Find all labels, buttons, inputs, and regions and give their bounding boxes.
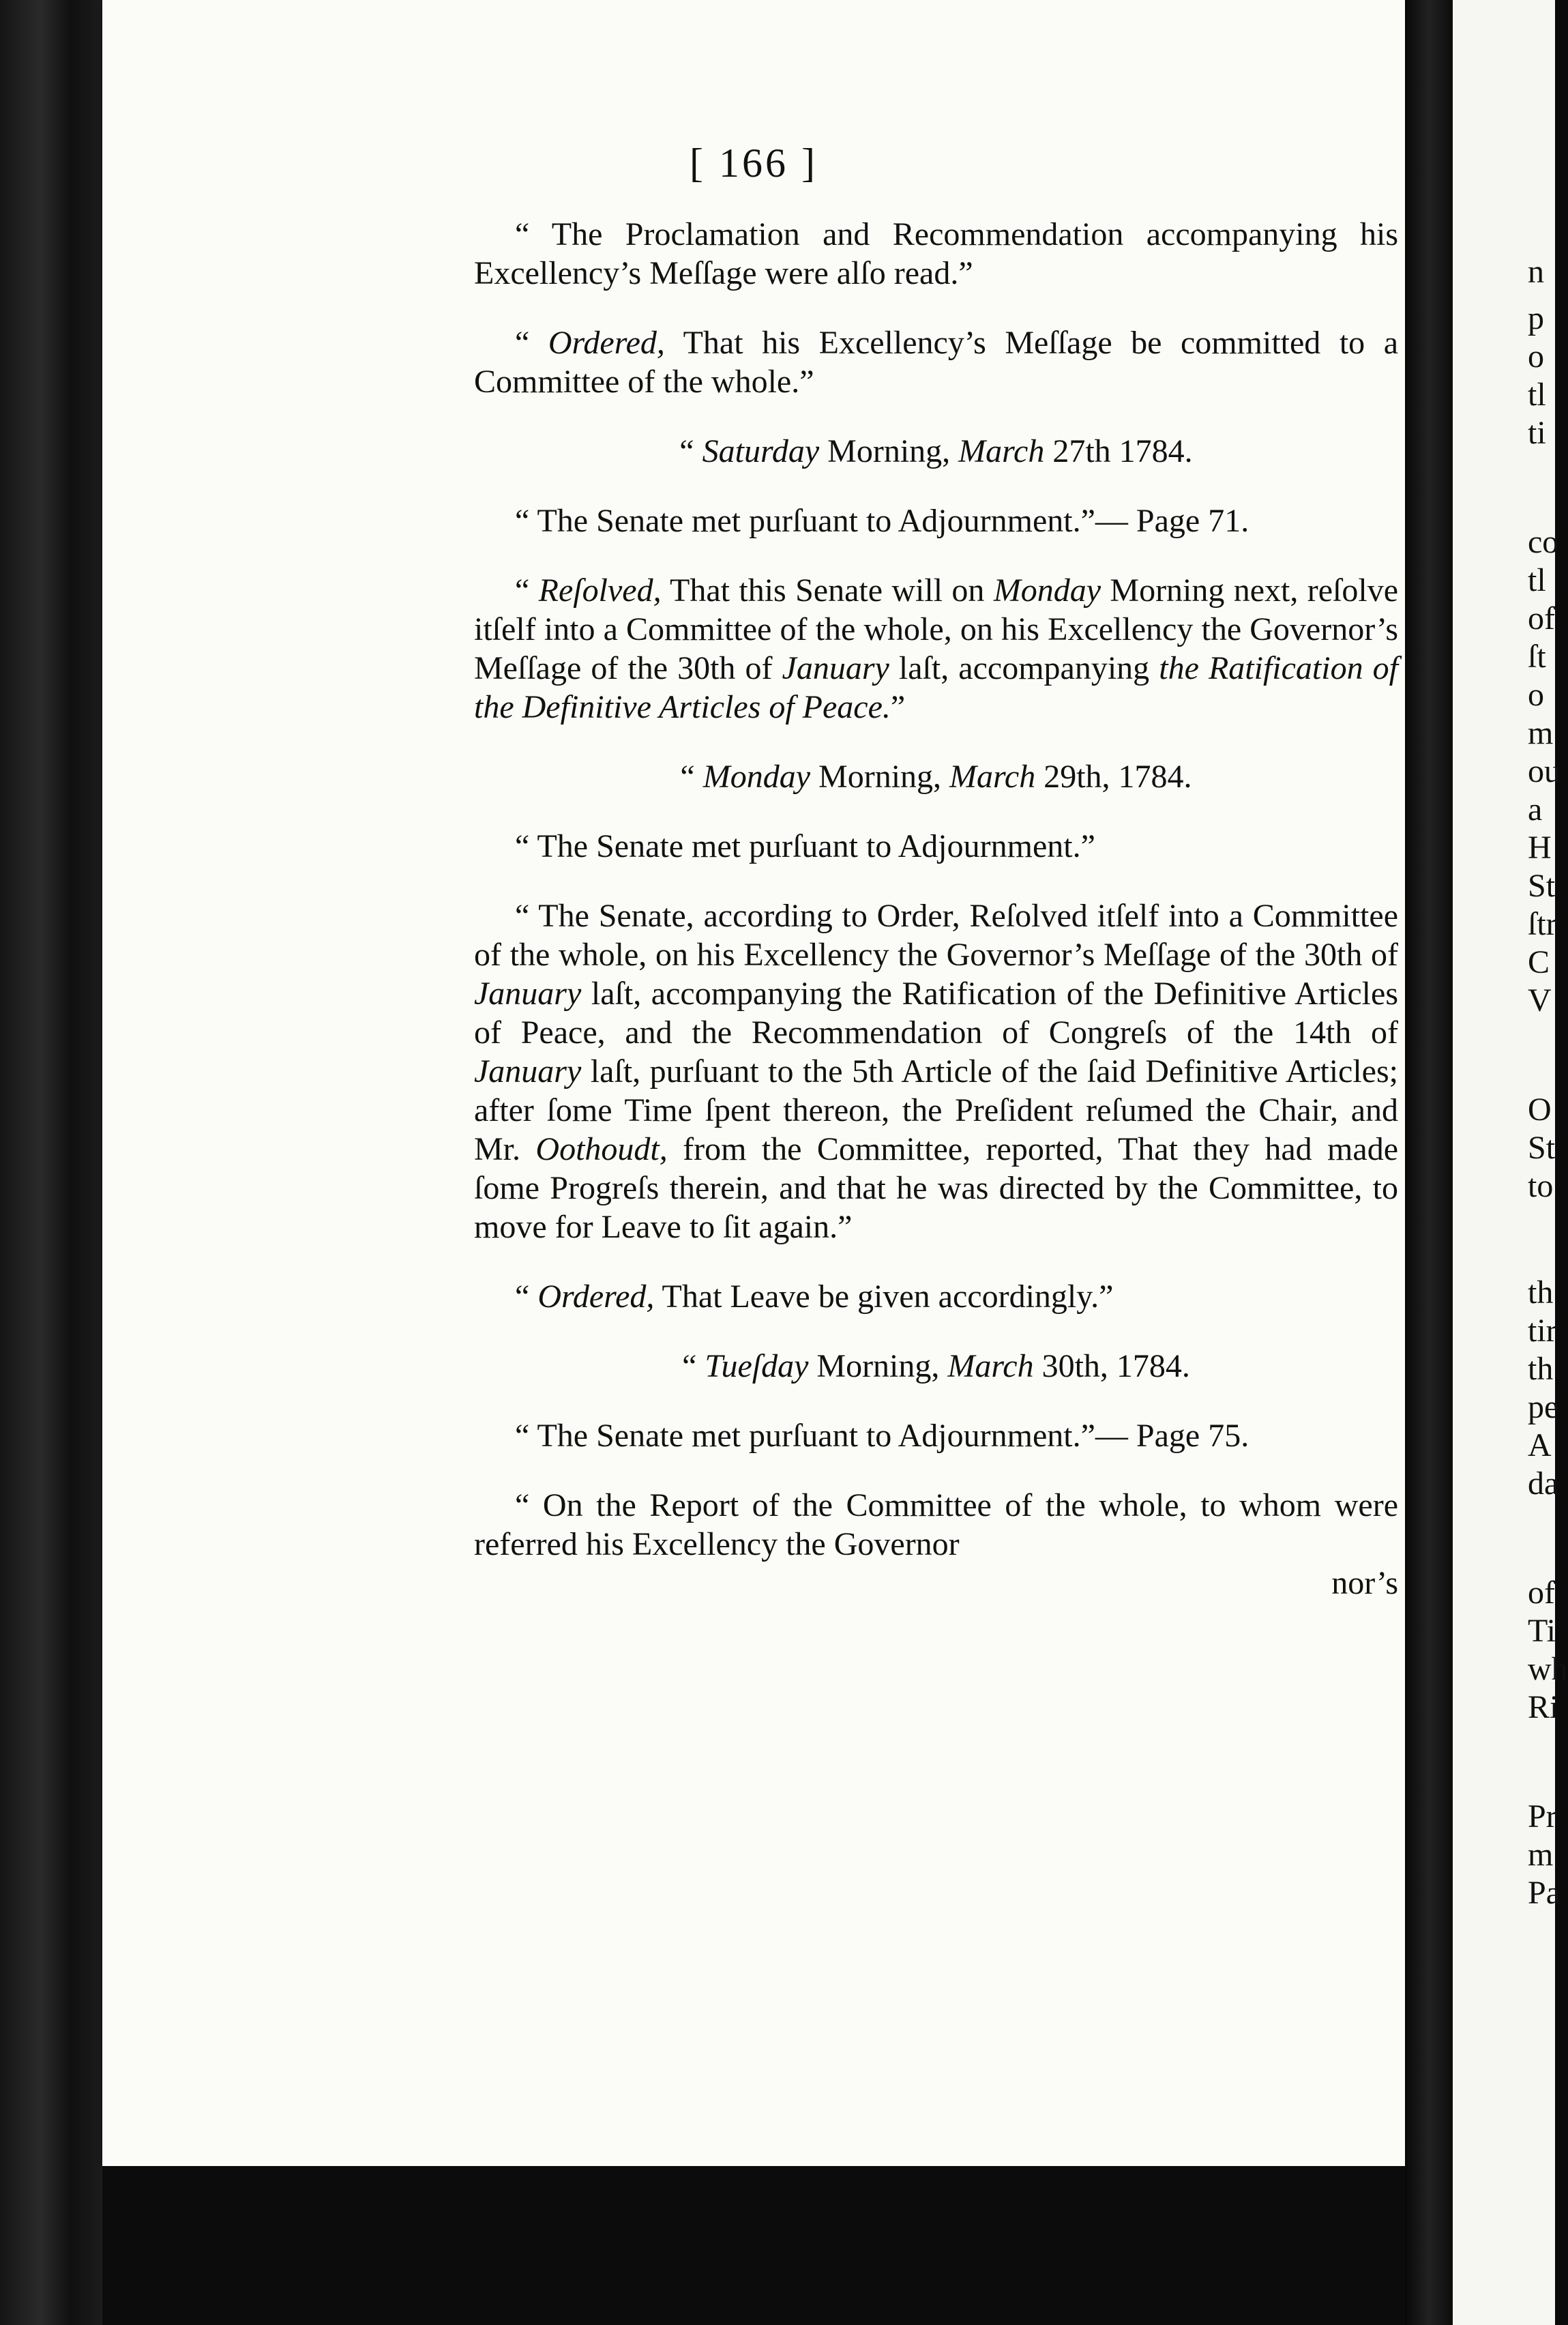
dateline: [474, 1347, 1398, 1386]
paragraph: [474, 215, 1398, 293]
facing-text-fragment: o: [1528, 677, 1544, 713]
italic-run: the Ratification of the Definitive Articles of Peace.: [474, 650, 1398, 725]
text-run: laſt, accompanying: [889, 650, 1159, 686]
paragraph: [474, 571, 1398, 727]
catchword: nor’s: [1331, 1565, 1398, 1601]
facing-text-fragment: tl: [1528, 562, 1546, 598]
page-gutter: [1405, 0, 1453, 2325]
facing-text-fragment: m: [1528, 1837, 1554, 1873]
facing-text-fragment: V: [1528, 982, 1552, 1019]
italic-run: Tueſday: [705, 1348, 809, 1384]
italic-run: March: [949, 759, 1036, 795]
facing-text-fragment: O: [1528, 1092, 1552, 1128]
italic-run: March: [958, 433, 1045, 469]
text-run: “ The Senate met purſuant to Adjournment.”— Page 75.: [515, 1418, 1249, 1454]
text-run: 29th, 1784.: [1035, 759, 1192, 795]
paragraph: [474, 501, 1398, 540]
facing-text-fragment: A: [1528, 1427, 1552, 1463]
facing-text-fragment: ou: [1528, 753, 1560, 789]
facing-text-fragment: a: [1528, 791, 1543, 828]
text-run: from the Committee, reported, That they had made ſome Progreſs therein, and that he was directed by the Committee, to move for Leave to ſit again.”: [474, 1131, 1398, 1245]
italic-run: January: [782, 650, 889, 686]
paragraph: [474, 827, 1398, 866]
facing-text-fragment: C: [1528, 944, 1550, 980]
italic-run: Ordered,: [548, 325, 665, 361]
text-run: ”: [890, 689, 906, 725]
body-text: [474, 215, 1398, 1603]
facing-text-fragment: ſtr: [1528, 906, 1557, 942]
text-run: “ The Senate met purſuant to Adjournment.”— Page 71.: [515, 503, 1249, 539]
text-run: That this Senate will on: [661, 572, 994, 609]
facing-text-fragment: m: [1528, 715, 1554, 751]
text-run: laſt, purſuant to the 5th Article of the ſaid Definitive Articles; after ſome Time ſpent thereon, the Preſident reſumed the Chair, and Mr.: [474, 1053, 1398, 1167]
text-run: Morning next, reſolve itſelf into a Committee of the whole, on his Excellency the Governor’s Meſſage of the 30th of: [474, 572, 1398, 686]
facing-text-fragment: St: [1528, 1130, 1556, 1166]
paragraph: [474, 896, 1398, 1246]
text-run: That his Excellency’s Meſſage be committed to a Committee of the whole.”: [474, 325, 1398, 400]
text-run: 27th 1784.: [1044, 433, 1193, 469]
paragraph: [474, 323, 1398, 401]
facing-text-fragment: wh: [1528, 1651, 1568, 1687]
facing-text-fragment: to: [1528, 1168, 1554, 1204]
paragraph: [474, 1277, 1398, 1316]
text-run: 30th, 1784.: [1033, 1348, 1190, 1384]
facing-text-fragment: n: [1528, 254, 1544, 290]
italic-run: Ordered,: [537, 1278, 655, 1315]
facing-text-fragment: H: [1528, 830, 1552, 866]
text-run: Morning,: [810, 759, 950, 795]
text-run: Morning,: [819, 433, 959, 469]
italic-run: January: [474, 1053, 582, 1090]
facing-text-fragment: th: [1528, 1274, 1554, 1311]
paragraph: [474, 1416, 1398, 1455]
text-run: “: [679, 433, 702, 469]
text-run: “: [682, 1348, 705, 1384]
text-run: “ The Senate, according to Order, Reſolved itſelf into a Committee of the whole, on his Excellency the Governor’s Meſſage of the 30th of: [474, 898, 1398, 973]
text-run: “: [515, 572, 539, 609]
facing-text-fragment: da: [1528, 1465, 1559, 1502]
text-run: “: [680, 759, 703, 795]
italic-run: Reſolved,: [538, 572, 662, 609]
facing-text-fragment: ſt: [1528, 639, 1546, 675]
page-number: [ 166 ]: [690, 141, 818, 186]
facing-text-fragment: of: [1528, 1575, 1555, 1611]
facing-text-fragment: of: [1528, 600, 1555, 637]
text-run: “: [515, 1278, 538, 1315]
facing-text-fragment: tl: [1528, 377, 1546, 413]
facing-text-fragment: St: [1528, 868, 1556, 904]
italic-run: March: [947, 1348, 1034, 1384]
facing-text-fragment: pe: [1528, 1389, 1559, 1425]
text-run: That Leave be given accordingly.”: [654, 1278, 1114, 1315]
paragraph: [474, 1486, 1398, 1564]
facing-page-edge: [1453, 0, 1568, 2325]
dateline: [474, 757, 1398, 796]
italic-run: January: [474, 976, 582, 1012]
facing-text-fragment: o: [1528, 338, 1544, 375]
facing-text-fragment: Ti: [1528, 1613, 1556, 1649]
facing-text-fragment: th: [1528, 1351, 1554, 1387]
italic-run: Monday: [702, 759, 811, 795]
text-run: Morning,: [808, 1348, 948, 1384]
facing-text-fragment: Pa: [1528, 1875, 1560, 1911]
binding-edge: [0, 0, 102, 2325]
italic-run: Oothoudt,: [535, 1131, 668, 1167]
dateline: [474, 432, 1398, 471]
facing-text-fragment: Ri: [1528, 1689, 1559, 1725]
facing-text-fragment: ti: [1528, 415, 1546, 451]
text-run: laſt, accompanying the Ratification of the Definitive Articles of Peace, and the Recommendation of Congreſs of the 14th of: [474, 976, 1398, 1051]
text-run: “: [515, 325, 548, 361]
scan-border: [102, 2166, 1405, 2325]
italic-run: Monday: [993, 572, 1101, 609]
facing-text-fragment: tir: [1528, 1313, 1557, 1349]
text-run: “ On the Report of the Committee of the whole, to whom were referred his Excellency the Governor: [474, 1487, 1398, 1562]
facing-text-fragment: p: [1528, 300, 1544, 336]
facing-text-fragment: co: [1528, 524, 1559, 560]
italic-run: Saturday: [702, 433, 820, 469]
facing-text-fragment: Pr: [1528, 1798, 1557, 1834]
text-run: “ The Proclamation and Recommendation accompanying his Excellency’s Meſſage were alſo read.”: [474, 216, 1398, 291]
text-run: “ The Senate met purſuant to Adjournment.”: [515, 828, 1095, 864]
book-page: [102, 0, 1405, 2166]
